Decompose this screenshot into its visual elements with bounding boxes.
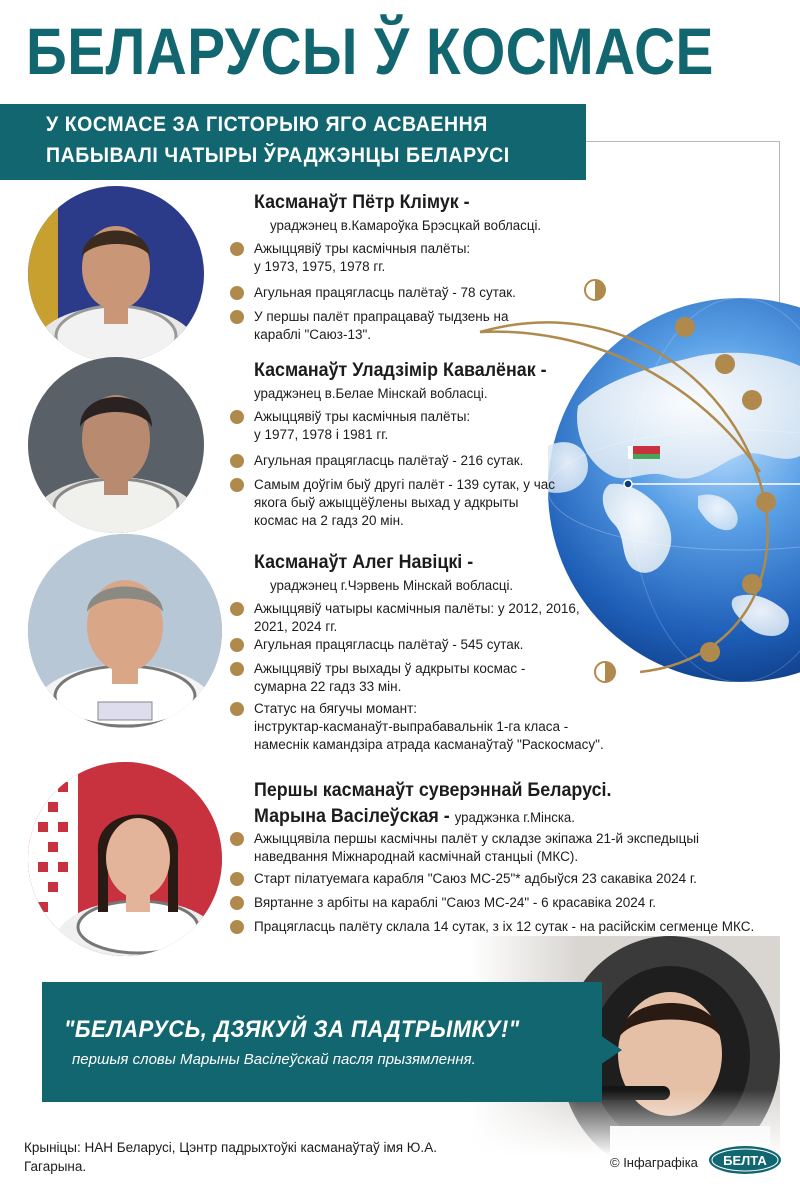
cosmonaut-4-fact-3: Вяртанне з арбіты на караблі "Саюз МС-24" - 6 красавіка 2024 г. — [254, 894, 774, 912]
bullet-dot — [230, 478, 244, 492]
cosmonaut-4-heading: Першы касманаўт суверэннай Беларусі. — [254, 780, 612, 801]
cosmonaut-3-origin: ураджэнец г.Чэрвень Мінскай вобласці. — [270, 577, 514, 593]
cosmonaut-3-fact-3: Ажыццявіў тры выхады ў адкрыты космас - сумарна 22 гадз 33 мін. — [254, 660, 594, 696]
cosmonaut-1-name: Касманаўт Пётр Клімук - — [254, 192, 470, 213]
bullet-dot — [230, 872, 244, 886]
bullet-dot — [230, 832, 244, 846]
bullet-dot — [230, 638, 244, 652]
bullet-dot — [230, 410, 244, 424]
bullet-dot — [230, 702, 244, 716]
bullet-dot — [230, 662, 244, 676]
orbit-dot — [742, 390, 762, 410]
cosmonaut-3-fact-1: Ажыццявіў чатыры касмічныя палёты: у 2012, 2016, 2021, 2024 гг. — [254, 600, 594, 636]
portrait-novitsky — [28, 534, 222, 728]
bullet-dot — [230, 242, 244, 256]
page-title: БЕЛАРУСЫ Ў КОСМАСЕ — [26, 14, 714, 88]
cosmonaut-4-fact-1: Ажыццявіла першы касмічны палёт у складзе экіпажа 21-й экспедыцыі наведвання Міжнароднай касмічнай станцыі (МКС). — [254, 830, 774, 866]
cosmonaut-2-name: Касманаўт Уладзімір Кавалёнак - — [254, 360, 547, 381]
copyright-note: © Інфаграфіка — [610, 1155, 698, 1170]
cosmonaut-1-origin: ураджэнец в.Камароўка Брэсцкай вобласці. — [270, 217, 542, 233]
cosmonaut-4-fact-2: Старт пілатуемага карабля "Саюз МС-25"* адбыўся 23 сакавіка 2024 г. — [254, 870, 774, 888]
quote-pointer-icon — [600, 1035, 622, 1065]
orbit-dot — [675, 317, 695, 337]
orbit-dot — [715, 354, 735, 374]
bullet-dot — [230, 286, 244, 300]
cosmonaut-1-fact-3: У першы палёт прапрацаваў тыдзень на караблі "Саюз-13". — [254, 308, 554, 344]
cosmonaut-2-origin: ураджэнец в.Белае Мінскай вобласці. — [254, 385, 488, 401]
quote-caption: першыя словы Марыны Васілеўскай пасля прызямлення. — [72, 1051, 476, 1068]
cosmonaut-3-fact-2: Агульная працягласць палётаў - 545 сутак. — [254, 636, 594, 654]
cosmonaut-2-fact-3: Самым доўгім быў другі палёт - 139 сутак, у час якога быў ажыццёўлены выхад у адкрыты космас на 2 гадз 20 мін. — [254, 476, 584, 530]
connector-line — [586, 141, 780, 142]
orbit-dot — [595, 662, 615, 682]
cosmonaut-2-fact-2: Агульная працягласць палётаў - 216 сутак. — [254, 452, 564, 470]
portrait-klimuk — [28, 186, 204, 362]
quote-text: "БЕЛАРУСЬ, ДЗЯКУЙ ЗА ПАДТРЫМКУ!" — [64, 1016, 520, 1043]
belta-logo — [708, 1145, 782, 1175]
orbit-dot — [585, 280, 605, 300]
bullet-dot — [230, 454, 244, 468]
cosmonaut-3-fact-4: Статус на бягучы момант: інструктар-касманаўт-выпрабавальнік 1-га класа - намеснік камандзіра атрада касманаўтаў "Раскосмасу". — [254, 700, 634, 754]
subtitle-line-2: ПАБЫВАЛІ ЧАТЫРЫ ЎРАДЖЭНЦЫ БЕЛАРУСІ — [46, 144, 510, 167]
orbit-dot — [742, 574, 762, 594]
bullet-dot — [230, 896, 244, 910]
bullet-dot — [230, 310, 244, 324]
bullet-dot — [230, 602, 244, 616]
cosmonaut-1-fact-1: Ажыццявіў тры касмічныя палёты: у 1973, 1975, 1978 гг. — [254, 240, 554, 276]
orbit-dot — [700, 642, 720, 662]
cosmonaut-2-fact-1: Ажыццявіў тры касмічныя палёты: у 1977, 1978 і 1981 гг. — [254, 408, 564, 444]
cosmonaut-4-fact-4: Працягласць палёту склала 14 сутак, з іх 12 сутак - на расійскім сегменце МКС. — [254, 918, 784, 936]
bullet-dot — [230, 920, 244, 934]
portrait-kavalenak — [28, 357, 204, 533]
cosmonaut-1-fact-2: Агульная працягласць палётаў - 78 сутак. — [254, 284, 554, 302]
logo-text: БЕЛТА — [723, 1153, 767, 1168]
cosmonaut-3-name: Касманаўт Алег Навіцкі - — [254, 552, 474, 573]
portrait-vasileuskaya — [28, 762, 222, 956]
subtitle-line-1: У КОСМАСЕ ЗА ГІСТОРЫЮ ЯГО АСВАЕННЯ — [46, 113, 488, 136]
sources-note: Крыніцы: НАН Беларусі, Цэнтр падрыхтоўкі касманаўтаў імя Ю.А. Гагарына. — [24, 1140, 437, 1174]
orbit-dot — [756, 492, 776, 512]
cosmonaut-4-name: Марына Васілеўская - ураджэнка г.Мінска. — [254, 806, 575, 827]
